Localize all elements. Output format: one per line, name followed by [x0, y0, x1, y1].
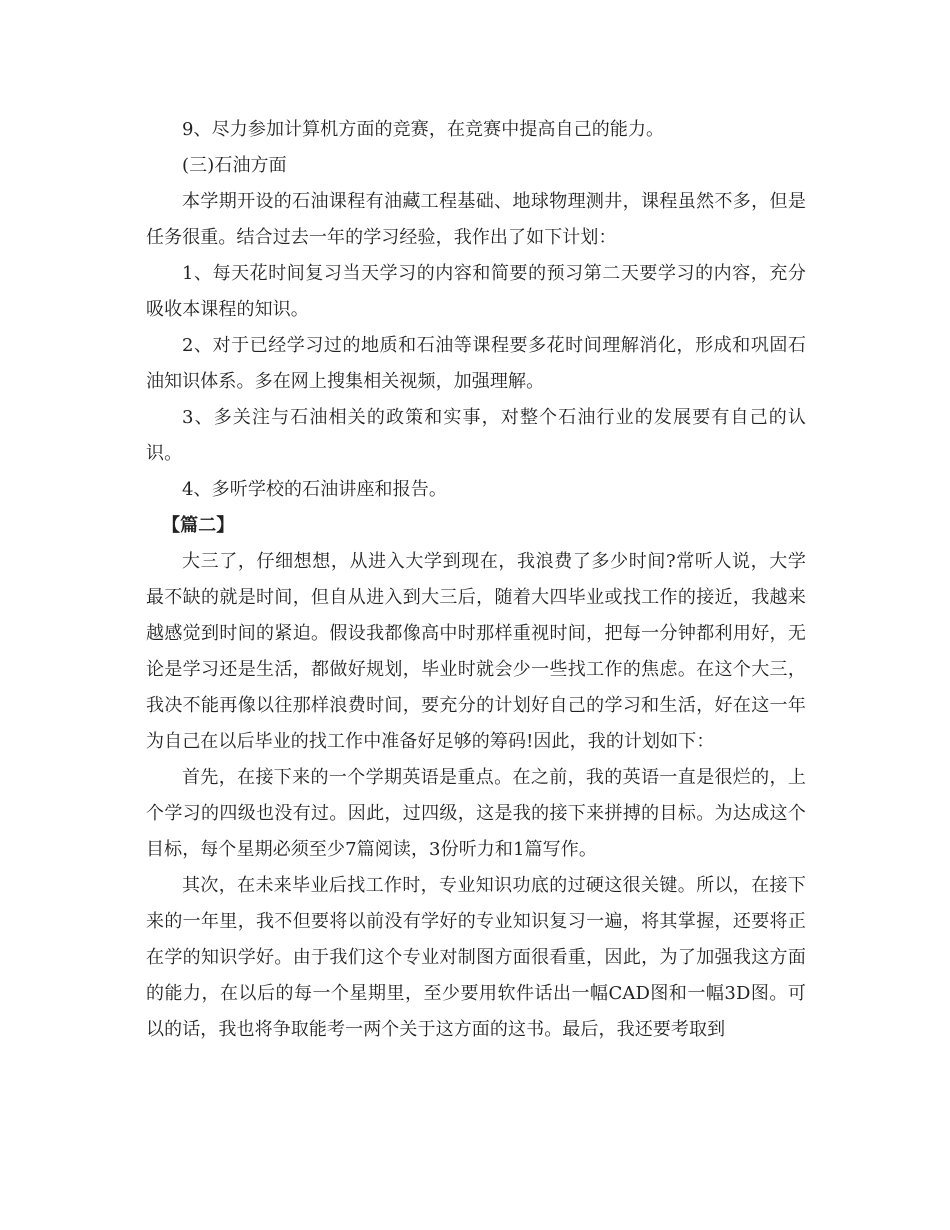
paragraph-plan-3: 3、多关注与石油相关的政策和实事，对整个石油行业的发展要有自己的认识。	[146, 407, 806, 464]
section-title-part-two: 【篇二】	[162, 515, 235, 536]
paragraph-professional-plan: 其次，在未来毕业后找工作时，专业知识功底的过硬这很关键。所以，在接下来的一年里，我不但要将以前没有学好的专业知识复习一遍，将其掌握，还要将正在学的知识学好。由于我们这个专业对制图方面很看重，因此，为了加强我这方面的能力，在以后的每一个星期里，至少要用软件话出一幅CAD图和一幅3D图。可以的话，我也将争取能考一两个关于这方面的这书。最后，我还要考取到	[146, 875, 806, 1040]
section-heading-petroleum: (三)石油方面	[182, 155, 287, 176]
paragraph-english-plan: 首先，在接下来的一个学期英语是重点。在之前，我的英语一直是很烂的，上个学习的四级也没有过。因此，过四级，这是我的接下来拼搏的目标。为达成这个目标，每个星期必须至少7篇阅读，3份听力和1篇写作。	[146, 767, 806, 860]
paragraph-plan-4: 4、多听学校的石油讲座和报告。	[182, 479, 447, 500]
paragraph-petroleum-intro: 本学期开设的石油课程有油藏工程基础、地球物理测井，课程虽然不多，但是任务很重。结合过去一年的学习经验，我作出了如下计划：	[146, 191, 806, 248]
paragraph-junior-year-intro: 大三了，仔细想想，从进入大学到现在，我浪费了多少时间?常听人说，大学最不缺的就是时间，但自从进入到大三后，随着大四毕业或找工作的接近，我越来越感觉到时间的紧迫。假设我都像高中时那样重视时间，把每一分钟都利用好，无论是学习还是生活，都做好规划，毕业时就会少一些找工作的焦虑。在这个大三，我决不能再像以往那样浪费时间，要充分的计划好自己的学习和生活，好在这一年为自己在以后毕业的找工作中准备好足够的筹码!因此，我的计划如下：	[146, 551, 806, 752]
paragraph-item-9: 9、尽力参加计算机方面的竞赛，在竞赛中提高自己的能力。	[182, 119, 665, 140]
paragraph-plan-2: 2、对于已经学习过的地质和石油等课程要多花时间理解消化，形成和巩固石油知识体系。多在网上搜集相关视频，加强理解。	[146, 335, 806, 392]
document-body	[146, 112, 806, 1048]
paragraph-plan-1: 1、每天花时间复习当天学习的内容和简要的预习第二天要学习的内容，充分吸收本课程的知识。	[146, 263, 806, 320]
